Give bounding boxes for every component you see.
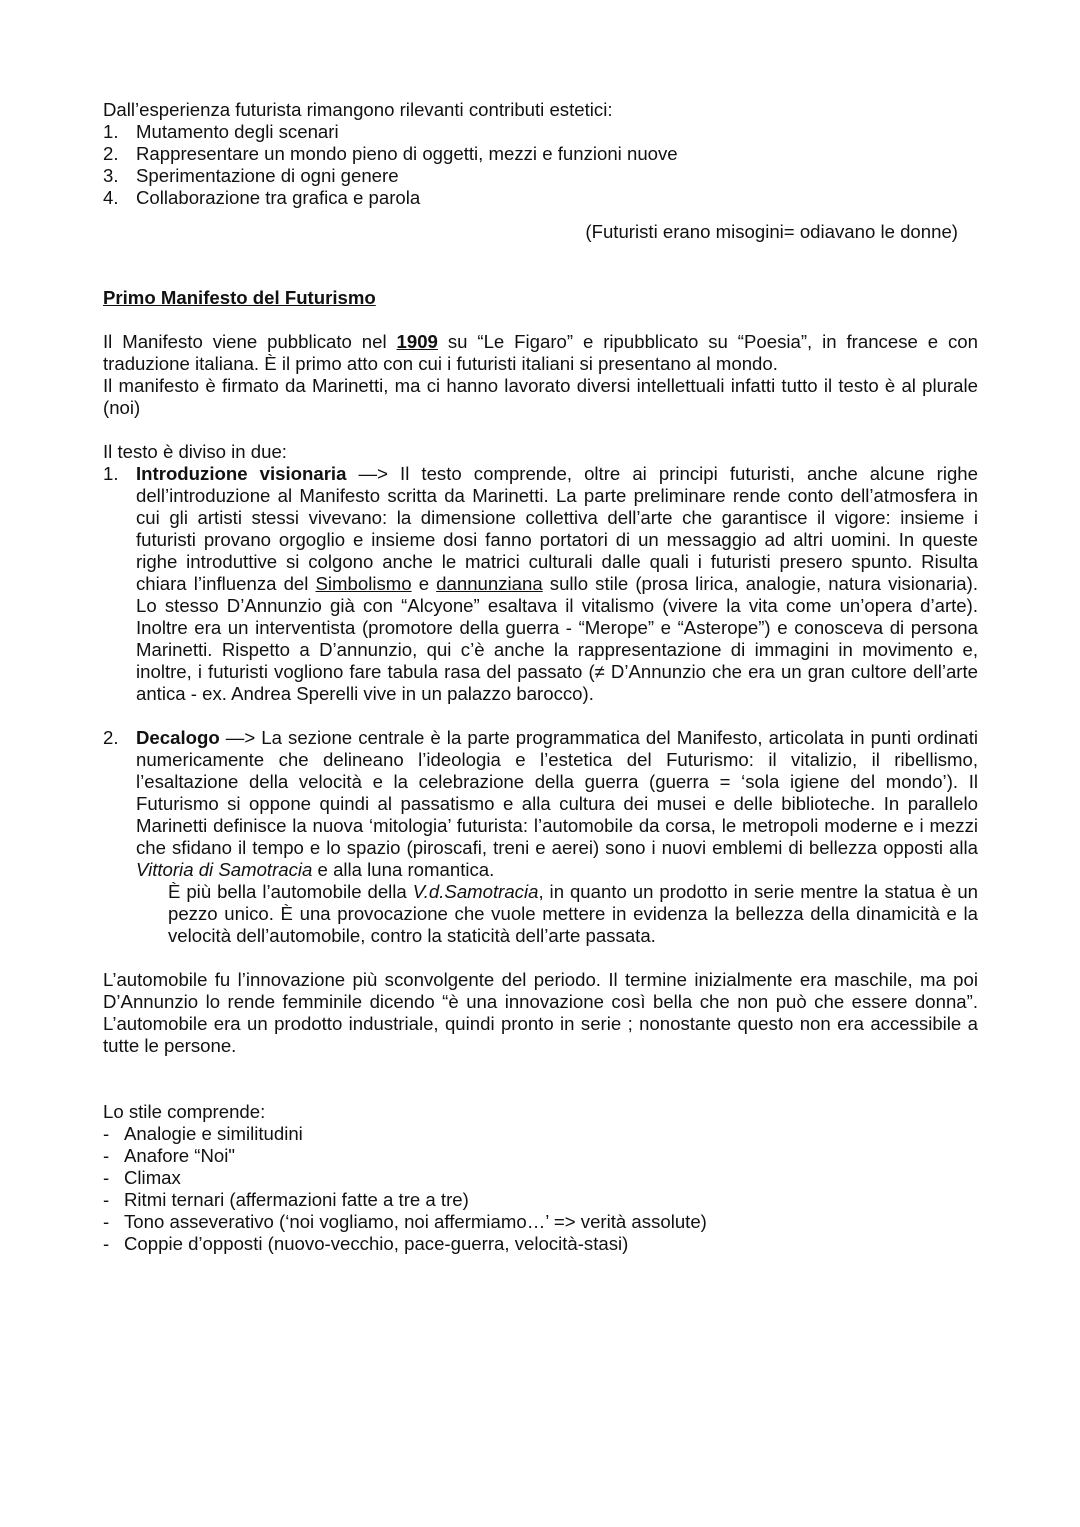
section-number: 1. [103, 463, 119, 484]
list-text: Climax [124, 1167, 181, 1188]
list-text: Sperimentazione di ogni genere [136, 165, 399, 186]
list-number: 2. [103, 143, 119, 164]
list-text: Coppie d’opposti (nuovo-vecchio, pace-guerra, velocità-stasi) [124, 1233, 629, 1254]
list-text: Ritmi ternari (affermazioni fatte a tre a tre) [124, 1189, 469, 1210]
section-title: Introduzione visionaria [136, 463, 347, 484]
list-text: Analogie e similitudini [124, 1123, 303, 1144]
intro-lead: Dall’esperienza futurista rimangono rilevanti contributi estetici: [103, 99, 613, 120]
text-run: Il Manifesto viene pubblicato nel [103, 331, 397, 352]
list-dash: - [103, 1145, 110, 1166]
text-run: —> La sezione centrale è la parte programmatica del Manifesto, articolata in punti ordinati numericamente che delineano l’ideologia e l’estetica del Futurismo: il vitalizio, il ribellismo, l’esaltazione della velocità e la celebrazione della guerra (guerra = ‘sola igiene del mondo’). Il Futurismo si oppone quindi al passatismo e alla cultura dei musei e delle biblioteche. In parallelo Marinetti definisce la nuova ‘mitologia’ futurista: l’automobile da corsa, le metropoli moderne e i mezzi che sfidano il tempo e lo spazio (piroscafi, treni e aerei) sono i nuovi emblemi di bellezza opposti alla [136, 727, 978, 858]
section-introduzione [103, 463, 978, 705]
list-text: Anafore “Noi" [124, 1145, 235, 1166]
section-number: 2. [103, 727, 119, 748]
list-dash: - [103, 1167, 110, 1188]
list-number: 3. [103, 165, 119, 186]
text-run: —> Il testo comprende, oltre ai principi futuristi, anche alcune righe dell’introduzione al Manifesto scritta da Marinetti. La parte preliminare rende conto dell’atmosfera in cui gli artisti stessi vivevano: la dimensione collettiva dell’arte che garantisce il vigore: insieme i futuristi provano orgoglio e insieme dosi fanno portatori di un messaggio ad altri uomini. In queste righe introduttive si colgono anche le matrici culturali dalle quali i futuristi presero spunto. Risulta chiara l’influenza del [136, 463, 978, 594]
text-run: su “Le Figaro” e ripubblicato su “Poesia”, in francese e con traduzione italiana. È il primo atto con cui i futuristi italiani si presentano al mondo. [103, 331, 978, 374]
list-dash: - [103, 1123, 110, 1144]
automobile-paragraph: L’automobile fu l’innovazione più sconvolgente del periodo. Il termine inizialmente era maschile, ma poi D’Annunzio lo rende femminile dicendo “è una innovazione così bella che non può che essere donna”. L’automobile era un prodotto industriale, quindi pronto in serie ; nonostante questo non era accessibile a tutte le persone. [103, 969, 978, 1056]
text-run: sullo stile (prosa lirica, analogie, natura visionaria). Lo stesso D’Annunzio già con “Alcyone” esaltava il vitalismo (vivere la vita come un’opera d’arte). Inoltre era un interventista (promotore della guerra - “Merope” e “Asterope”) e conosceva di persona Marinetti. Rispetto a D’annunzio, qui c’è anche la rappresentazione di immagini in movimento e, inoltre, i futuristi vogliono fare tabula rasa del passato (≠ D’Annunzio che era un gran cultore dell’arte antica - ex. Andrea Sperelli vive in un palazzo barocco). [136, 573, 978, 704]
list-text: Mutamento degli scenari [136, 121, 339, 142]
section-body [136, 727, 978, 947]
list-number: 1. [103, 121, 119, 142]
list-item [103, 143, 978, 165]
list-dash: - [103, 1211, 110, 1232]
list-item [103, 165, 978, 187]
list-item [103, 1167, 978, 1189]
list-number: 4. [103, 187, 119, 208]
text-run: Il manifesto è firmato da Marinetti, ma ci hanno lavorato diversi intellettuali infatti tutto il testo è al plurale (noi) [103, 375, 978, 418]
list-item [103, 1145, 978, 1167]
list-item [103, 1211, 978, 1233]
list-text: Rappresentare un mondo pieno di oggetti, mezzi e funzioni nuove [136, 143, 678, 164]
section-decalogo [103, 727, 978, 947]
list-dash: - [103, 1233, 110, 1254]
section-title: Decalogo [136, 727, 220, 748]
text-run: e alla luna romantica. [312, 859, 495, 880]
list-text: Tono asseverativo (‘noi vogliamo, noi affermiamo…’ => verità assolute) [124, 1211, 707, 1232]
list-item [103, 187, 978, 209]
contributions-list [103, 121, 978, 209]
list-dash: - [103, 1189, 110, 1210]
list-item [103, 1123, 978, 1145]
year-1909: 1909 [396, 331, 438, 352]
text-run: , in quanto un prodotto in serie mentre la statua è un pezzo unico. È una provocazione che vuole mettere in evidenza la bellezza della dinamicità e la velocità dell’automobile, contro la staticità dell’arte passata. [168, 881, 978, 946]
underlined-dannunziana: dannunziana [436, 573, 543, 594]
text-run: È più bella l’automobile della [168, 881, 413, 902]
italic-vittoria: Vittoria di Samotracia [136, 859, 313, 880]
underlined-simbolismo: Simbolismo [315, 573, 412, 594]
italic-samotracia: V.d.Samotracia [412, 881, 539, 902]
list-text: Collaborazione tra grafica e parola [136, 187, 421, 208]
misogyny-note: (Futuristi erano misogini= odiavano le donne) [585, 221, 958, 242]
samotracia-note [136, 881, 978, 947]
section-heading: Primo Manifesto del Futurismo [103, 287, 376, 308]
division-lead: Il testo è diviso in due: [103, 441, 287, 462]
style-list [103, 1123, 978, 1255]
list-item [103, 1189, 978, 1211]
manifesto-paragraph [103, 331, 978, 419]
list-item [103, 121, 978, 143]
list-item [103, 1233, 978, 1255]
style-lead: Lo stile comprende: [103, 1101, 266, 1122]
section-body [136, 463, 978, 705]
text-run: e [411, 573, 437, 594]
